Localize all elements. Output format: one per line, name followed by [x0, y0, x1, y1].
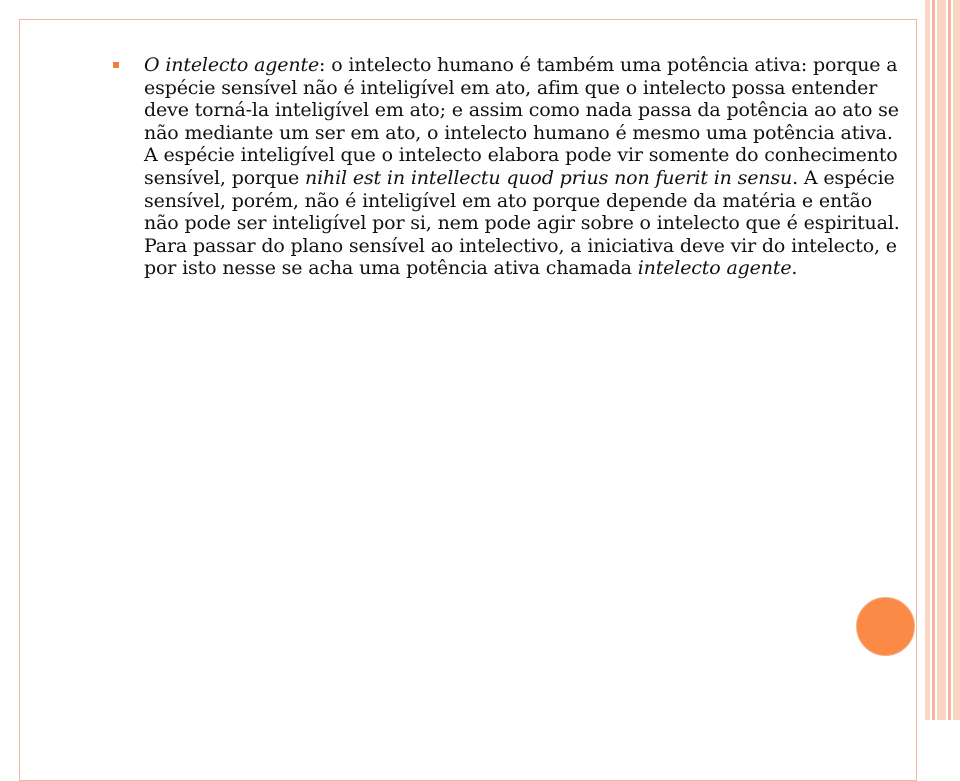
latin-quote: nihil est in intellectu quod prius non fuerit in sensu [305, 166, 793, 189]
closing-term: intelecto agente [637, 257, 792, 280]
term-intelecto-agente: O intelecto agente [144, 54, 320, 76]
square-bullet-icon [113, 62, 119, 68]
bullet-text-part-1: : o intelecto humano é também uma potência ativa: porque a espécie sensível não é inteligível em ato, afim que o intelecto possa entender deve torná-la inteligível em ato; e assim como nada passa da potência ao ato se não mediante um ser em ato, o intelecto humano é mesmo uma potência ativa. A espécie inteligível que o intelecto elabora pode vir somente do conhecimento sensível, porque [144, 54, 899, 189]
bullet-text-part-3: . [791, 257, 798, 280]
decorative-stripe [953, 0, 960, 720]
bullet-text [144, 54, 900, 279]
decorative-stripe [948, 0, 951, 720]
decorative-stripe [937, 0, 946, 720]
bullet-list [108, 54, 908, 280]
decorative-stripe [932, 0, 935, 720]
bullet-text-part-2: . A espécie sensível, porém, não é inteligível em ato porque depende da matéria e então não pode ser inteligível por si, nem pode agir sobre o intelecto que é espiritual. Para passar do plano sensível ao intelectivo, a iniciativa deve vir do intelecto, e por isto nesse se acha uma potência ativa chamada [144, 166, 900, 280]
list-item [108, 54, 908, 280]
decorative-stripe [925, 0, 930, 720]
orange-circle-icon [856, 597, 915, 656]
